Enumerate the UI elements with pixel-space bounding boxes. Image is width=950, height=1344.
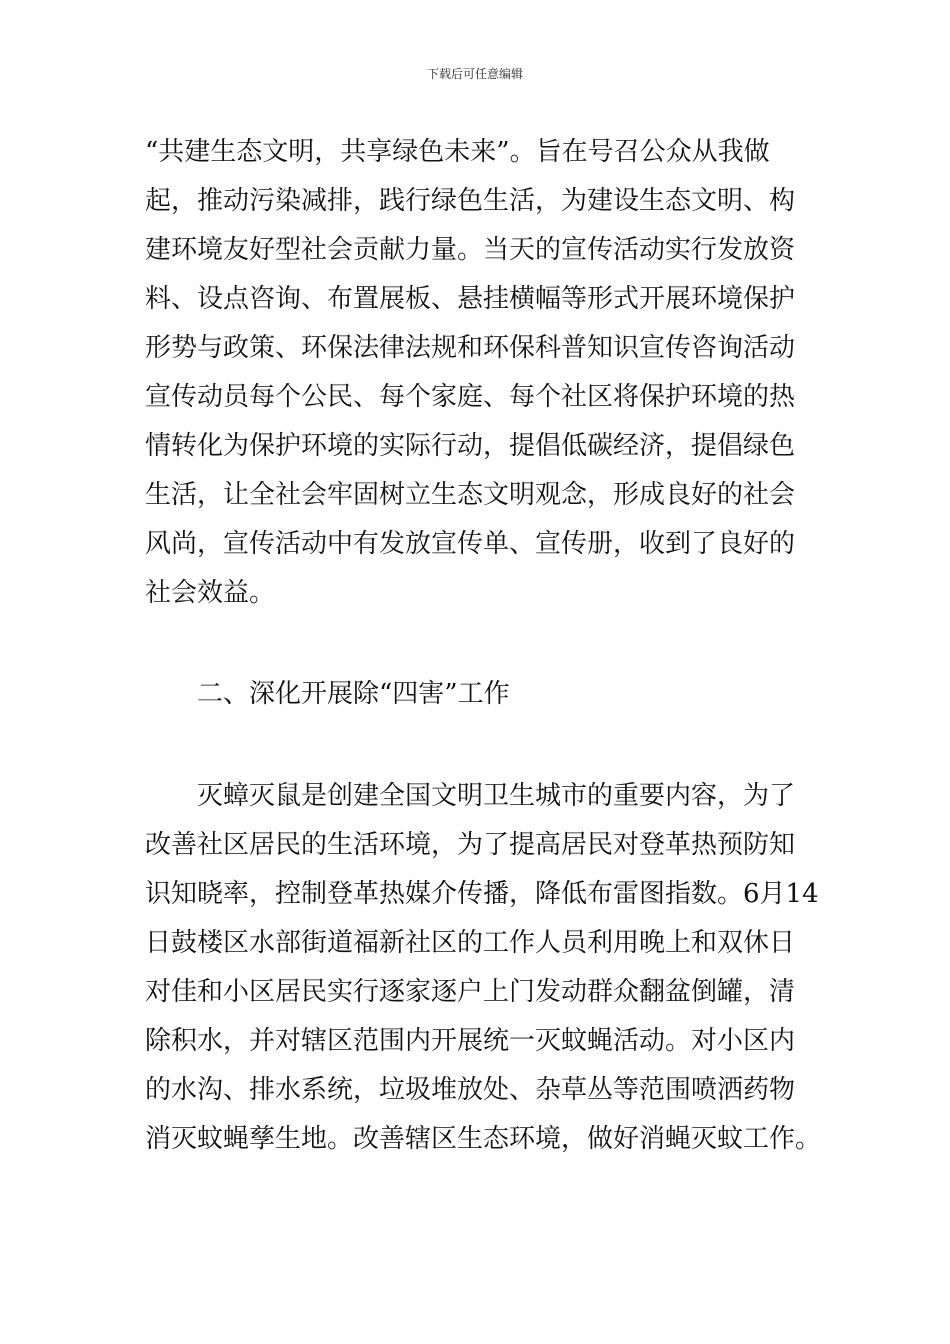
paragraph-line: 起，推动污染减排，践行绿色生活，为建设生态文明、构 xyxy=(145,186,796,216)
paragraph-line: 宣传动员每个公民、每个家庭、每个社区将保护环境的热 xyxy=(145,382,796,412)
paragraph-line: 消灭蚊蝇孳生地。改善辖区生态环境，做好消蝇灭蚊工作。 xyxy=(145,1124,822,1154)
paragraph-line: 对佳和小区居民实行逐家逐户上门发动群众翻盆倒罐，清 xyxy=(145,977,796,1007)
paragraph-line: 日鼓楼区水部街道福新社区的工作人员利用晚上和双休日 xyxy=(145,928,796,958)
paragraph-line: 改善社区居民的生活环境，为了提高居民对登革热预防知 xyxy=(145,830,796,860)
paragraph-line: 社会效益。 xyxy=(145,578,276,608)
paragraph-line: 风尚，宣传活动中有发放宣传单、宣传册，收到了良好的 xyxy=(145,529,796,559)
paragraph-line: 的水沟、排水系统，垃圾堆放处、杂草丛等范围喷洒药物 xyxy=(145,1075,796,1105)
paragraph-line: 灭蟑灭鼠是创建全国文明卫生城市的重要内容，为了 xyxy=(197,781,796,811)
paragraph-line: 生活，让全社会牢固树立生态文明观念，形成良好的社会 xyxy=(145,480,796,510)
paragraph-line: 形势与政策、环保法律法规和环保科普知识宣传咨询活动 xyxy=(145,333,796,363)
paragraph-line: 识知晓率，控制登革热媒介传播，降低布雷图指数。6月14 xyxy=(145,879,819,909)
paragraph-line: “共建生态文明，共享绿色未来”。旨在号召公众从我做 xyxy=(145,137,770,167)
header-note: 下载后可任意编辑 xyxy=(426,67,523,81)
paragraph-line: 情转化为保护环境的实际行动，提倡低碳经济，提倡绿色 xyxy=(145,431,796,461)
paragraph-line: 除积水，并对辖区范围内开展统一灭蚊蝇活动。对小区内 xyxy=(145,1026,796,1056)
paragraph-line: 建环境友好型社会贡献力量。当天的宣传活动实行发放资 xyxy=(145,235,796,265)
section-heading: 二、深化开展除“四害”工作 xyxy=(197,679,510,709)
paragraph-line: 料、设点咨询、布置展板、悬挂横幅等形式开展环境保护 xyxy=(145,284,796,314)
